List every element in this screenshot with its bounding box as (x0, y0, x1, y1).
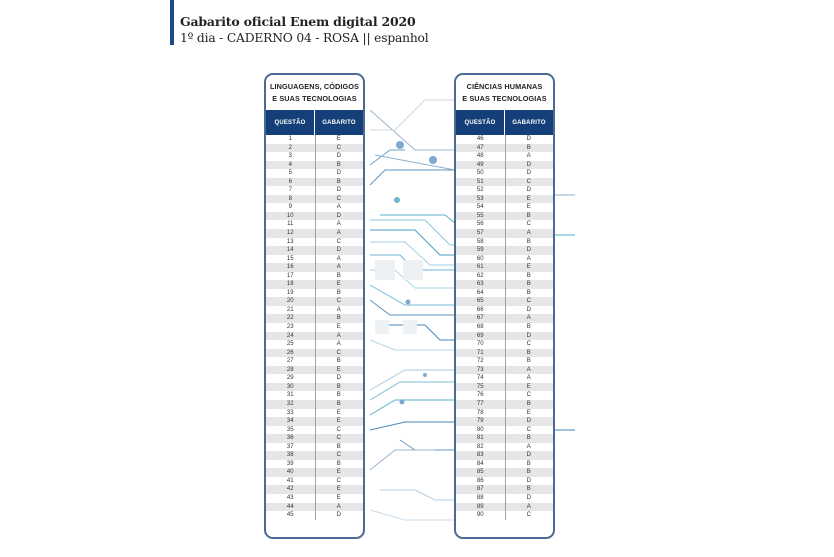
answer-letter: E (526, 195, 531, 202)
question-number: 54 (476, 204, 484, 211)
table-row (456, 374, 553, 383)
answer-letter: D (526, 161, 531, 168)
table-row (266, 272, 363, 281)
answer-letter: B (336, 272, 341, 279)
answer-letter: C (526, 341, 531, 348)
table-title-line2: E SUAS TECNOLOGIAS (462, 93, 547, 103)
question-number: 67 (476, 315, 484, 322)
table-row (266, 306, 363, 315)
question-number: 22 (286, 315, 294, 322)
answer-letter: D (336, 247, 341, 254)
table-row (456, 383, 553, 392)
answer-letter: B (526, 272, 531, 279)
table-title (266, 75, 363, 110)
table-row (456, 400, 553, 409)
question-number: 79 (476, 418, 484, 425)
answer-letter: B (336, 400, 341, 407)
table-row (456, 144, 553, 153)
question-number: 61 (476, 264, 484, 271)
table-row (456, 263, 553, 272)
table-row (266, 246, 363, 255)
table-row (266, 503, 363, 512)
question-number: 74 (476, 375, 484, 382)
answer-letter: D (526, 306, 531, 313)
table-row (266, 238, 363, 247)
question-number: 80 (476, 426, 484, 433)
answer-letter: B (526, 349, 531, 356)
table-row (456, 161, 553, 170)
answer-table-linguagens (264, 73, 365, 539)
answer-letter: B (336, 289, 341, 296)
table-row (456, 443, 553, 452)
table-row (266, 434, 363, 443)
table-row (456, 255, 553, 264)
answer-letter: A (336, 306, 341, 313)
table-row (456, 494, 553, 503)
question-number: 29 (286, 375, 294, 382)
answer-letter: E (336, 469, 341, 476)
answer-letter: C (336, 144, 341, 151)
table-row (266, 511, 363, 520)
question-number: 60 (476, 255, 484, 262)
table-row (456, 417, 553, 426)
answer-letter: B (526, 324, 531, 331)
answer-letter: A (336, 204, 341, 211)
answer-letter: C (526, 426, 531, 433)
question-number: 88 (476, 494, 484, 501)
answer-letter: A (336, 230, 341, 237)
question-number: 78 (476, 409, 484, 416)
answer-letter: A (336, 341, 341, 348)
table-row (456, 314, 553, 323)
answer-letter: D (526, 452, 531, 459)
question-number: 63 (476, 281, 484, 288)
table-row (266, 366, 363, 375)
table-row (266, 391, 363, 400)
question-number: 11 (287, 221, 294, 228)
question-number: 87 (476, 486, 484, 493)
question-number: 44 (286, 503, 294, 510)
table-row (266, 229, 363, 238)
question-number: 84 (476, 460, 484, 467)
answer-table-ciencias-humanas (454, 73, 555, 539)
answer-letter: A (526, 503, 531, 510)
question-number: 9 (288, 204, 292, 211)
table-row (456, 409, 553, 418)
question-number: 49 (476, 161, 484, 168)
question-number: 16 (286, 264, 294, 271)
question-number: 3 (288, 153, 292, 160)
table-row (456, 357, 553, 366)
accent-bar (170, 0, 174, 45)
question-number: 36 (286, 435, 294, 442)
question-number: 24 (286, 332, 294, 339)
table-row (266, 255, 363, 264)
table-title (456, 75, 553, 110)
table-row (456, 297, 553, 306)
table-row (266, 468, 363, 477)
answer-letter: D (526, 136, 531, 142)
answer-letter: A (526, 230, 531, 237)
answer-letter: A (526, 255, 531, 262)
table-row (456, 434, 553, 443)
answer-letter: B (336, 383, 341, 390)
table-header (266, 110, 363, 135)
page-subtitle: 1º dia - CADERNO 04 - ROSA || espanhol (180, 31, 429, 45)
table-row (456, 212, 553, 221)
table-row (456, 152, 553, 161)
answer-letter: A (336, 332, 341, 339)
answer-letter: E (336, 366, 341, 373)
answer-letter: E (526, 383, 531, 390)
question-number: 75 (476, 383, 484, 390)
question-number: 37 (286, 443, 294, 450)
question-number: 59 (476, 247, 484, 254)
question-number: 57 (476, 230, 484, 237)
table-row (456, 485, 553, 494)
answer-letter: C (526, 298, 531, 305)
table-row (266, 178, 363, 187)
answer-letter: C (336, 452, 341, 459)
table-body (266, 135, 363, 520)
table-row (266, 135, 363, 144)
table-row (456, 135, 553, 144)
answer-letter: A (336, 503, 341, 510)
table-row (456, 272, 553, 281)
question-number: 73 (476, 366, 484, 373)
question-number: 89 (476, 503, 484, 510)
question-number: 8 (288, 195, 292, 202)
answer-letter: D (336, 187, 341, 194)
table-row (266, 263, 363, 272)
answer-letter: B (336, 161, 341, 168)
question-number: 48 (476, 153, 484, 160)
answer-letter: D (526, 477, 531, 484)
answer-letter: A (336, 264, 341, 271)
table-row (266, 340, 363, 349)
answer-letter: B (526, 212, 531, 219)
table-row (266, 443, 363, 452)
answer-letter: D (336, 153, 341, 160)
table-row (266, 203, 363, 212)
question-number: 50 (476, 170, 484, 177)
answer-letter: E (336, 136, 341, 142)
answer-letter: B (336, 443, 341, 450)
question-number: 71 (476, 349, 484, 356)
table-row (456, 280, 553, 289)
question-number: 21 (286, 306, 294, 313)
answer-letter: C (336, 195, 341, 202)
table-row (456, 220, 553, 229)
question-number: 28 (286, 366, 294, 373)
question-number: 85 (476, 469, 484, 476)
table-row (456, 391, 553, 400)
answer-letter: D (526, 494, 531, 501)
table-row (456, 186, 553, 195)
table-row (266, 161, 363, 170)
question-number: 6 (288, 178, 292, 185)
table-row (456, 468, 553, 477)
question-number: 31 (286, 392, 294, 399)
table-row (266, 374, 363, 383)
answer-letter: B (336, 315, 341, 322)
answer-letter: E (336, 324, 341, 331)
question-number: 83 (476, 452, 484, 459)
question-number: 30 (286, 383, 294, 390)
table-row (266, 144, 363, 153)
answer-letter: B (336, 178, 341, 185)
table-row (456, 426, 553, 435)
question-number: 46 (476, 136, 484, 142)
table-row (266, 314, 363, 323)
question-number: 70 (476, 341, 484, 348)
answer-letter: B (526, 400, 531, 407)
answer-letter: E (336, 494, 341, 501)
table-row (266, 383, 363, 392)
question-number: 5 (288, 170, 292, 177)
question-number: 7 (288, 187, 292, 194)
table-row (456, 332, 553, 341)
table-row (266, 349, 363, 358)
question-number: 45 (286, 512, 294, 519)
question-number: 90 (476, 512, 484, 519)
table-row (456, 169, 553, 178)
table-row (266, 409, 363, 418)
question-number: 52 (476, 187, 484, 194)
question-number: 41 (286, 477, 294, 484)
question-number: 55 (476, 212, 484, 219)
question-number: 34 (286, 418, 294, 425)
table-row (266, 220, 363, 229)
question-number: 14 (286, 247, 294, 254)
answer-letter: E (526, 204, 531, 211)
table-row (456, 306, 553, 315)
table-row (266, 323, 363, 332)
table-row (266, 289, 363, 298)
answer-letter: C (336, 435, 341, 442)
table-row (266, 417, 363, 426)
answer-letter: A (526, 153, 531, 160)
answer-letter: C (526, 392, 531, 399)
table-row (456, 340, 553, 349)
table-row (266, 357, 363, 366)
question-number: 43 (286, 494, 294, 501)
answer-letter: B (336, 358, 341, 365)
question-number: 32 (286, 400, 294, 407)
answer-letter: D (526, 332, 531, 339)
question-number: 39 (286, 460, 294, 467)
table-row (456, 178, 553, 187)
table-row (266, 477, 363, 486)
column-header-question: QUESTÃO (274, 119, 306, 126)
question-number: 77 (476, 400, 484, 407)
table-row (266, 195, 363, 204)
answer-letter: B (526, 469, 531, 476)
question-number: 65 (476, 298, 484, 305)
answer-letter: A (526, 375, 531, 382)
table-row (266, 460, 363, 469)
table-row (266, 494, 363, 503)
question-number: 13 (286, 238, 294, 245)
answer-letter: D (526, 170, 531, 177)
question-number: 15 (286, 255, 294, 262)
question-number: 33 (286, 409, 294, 416)
table-header (456, 110, 553, 135)
question-number: 19 (286, 289, 294, 296)
question-number: 2 (288, 144, 292, 151)
question-number: 58 (476, 238, 484, 245)
table-row (456, 366, 553, 375)
table-row (266, 485, 363, 494)
question-number: 56 (476, 221, 484, 228)
table-row (456, 451, 553, 460)
page-title: Gabarito oficial Enem digital 2020 (180, 14, 416, 29)
question-number: 35 (286, 426, 294, 433)
answer-letter: B (526, 486, 531, 493)
table-row (456, 349, 553, 358)
answer-letter: C (336, 238, 341, 245)
question-number: 86 (476, 477, 484, 484)
table-row (456, 323, 553, 332)
answer-letter: C (336, 426, 341, 433)
table-row (266, 212, 363, 221)
answer-letter: B (526, 238, 531, 245)
answer-letter: C (526, 178, 531, 185)
question-number: 26 (286, 349, 294, 356)
question-number: 62 (476, 272, 484, 279)
table-row (456, 229, 553, 238)
answer-letter: D (526, 187, 531, 194)
question-number: 17 (286, 272, 294, 279)
table-row (456, 511, 553, 520)
answer-letter: E (336, 409, 341, 416)
question-number: 40 (286, 469, 294, 476)
question-number: 82 (476, 443, 484, 450)
table-row (456, 238, 553, 247)
question-number: 64 (476, 289, 484, 296)
table-title-line2: E SUAS TECNOLOGIAS (272, 93, 357, 103)
question-number: 25 (286, 341, 294, 348)
question-number: 38 (286, 452, 294, 459)
answer-letter: C (336, 298, 341, 305)
answer-letter: A (526, 366, 531, 373)
answer-letter: E (336, 486, 341, 493)
answer-letter: A (526, 443, 531, 450)
question-number: 1 (288, 136, 292, 142)
question-number: 72 (476, 358, 484, 365)
answer-letter: D (336, 375, 341, 382)
table-row (266, 332, 363, 341)
answer-letter: B (526, 358, 531, 365)
answer-letter: D (336, 512, 341, 519)
table-row (456, 203, 553, 212)
table-body (456, 135, 553, 520)
answer-letter: B (526, 460, 531, 467)
question-number: 47 (476, 144, 484, 151)
question-number: 42 (286, 486, 294, 493)
answer-letter: D (336, 212, 341, 219)
column-header-answer: GABARITO (314, 110, 363, 135)
answer-letter: C (526, 512, 531, 519)
answer-letter: D (336, 170, 341, 177)
answer-letter: B (336, 460, 341, 467)
question-number: 20 (286, 298, 294, 305)
question-number: 23 (286, 324, 294, 331)
question-number: 51 (476, 178, 484, 185)
answer-letter: E (526, 264, 531, 271)
answer-letter: D (526, 247, 531, 254)
question-number: 10 (286, 212, 294, 219)
table-title-line1: LINGUAGENS, CÓDIGOS (269, 81, 360, 91)
table-row (266, 426, 363, 435)
column-header-answer: GABARITO (504, 110, 553, 135)
answer-letter: B (526, 144, 531, 151)
answer-letter: C (336, 477, 341, 484)
question-number: 53 (476, 195, 484, 202)
table-row (266, 451, 363, 460)
question-number: 69 (476, 332, 484, 339)
answer-letter: D (526, 418, 531, 425)
question-number: 68 (476, 324, 484, 331)
table-row (266, 297, 363, 306)
answer-letter: A (336, 221, 341, 228)
answer-letter: B (526, 289, 531, 296)
answer-letter: A (336, 255, 341, 262)
table-row (266, 152, 363, 161)
answer-letter: A (526, 315, 531, 322)
question-number: 18 (286, 281, 294, 288)
table-row (456, 246, 553, 255)
answer-letter: E (336, 281, 341, 288)
answer-letter: E (526, 409, 531, 416)
answer-letter: B (336, 392, 341, 399)
table-row (456, 289, 553, 298)
question-number: 81 (476, 435, 484, 442)
answer-letter: C (526, 221, 531, 228)
question-number: 76 (476, 392, 484, 399)
table-row (456, 195, 553, 204)
question-number: 66 (476, 306, 484, 313)
table-title-line1: CIÊNCIAS HUMANAS (466, 81, 543, 91)
table-row (266, 169, 363, 178)
answer-letter: E (336, 418, 341, 425)
column-header-question: QUESTÃO (464, 119, 496, 126)
table-row (456, 477, 553, 486)
answer-letter: C (336, 349, 341, 356)
table-row (266, 186, 363, 195)
table-row (456, 503, 553, 512)
answer-letter: B (526, 435, 531, 442)
question-number: 4 (288, 161, 292, 168)
table-row (456, 460, 553, 469)
table-row (266, 400, 363, 409)
question-number: 27 (286, 358, 294, 365)
table-row (266, 280, 363, 289)
answer-letter: B (526, 281, 531, 288)
question-number: 12 (286, 230, 294, 237)
